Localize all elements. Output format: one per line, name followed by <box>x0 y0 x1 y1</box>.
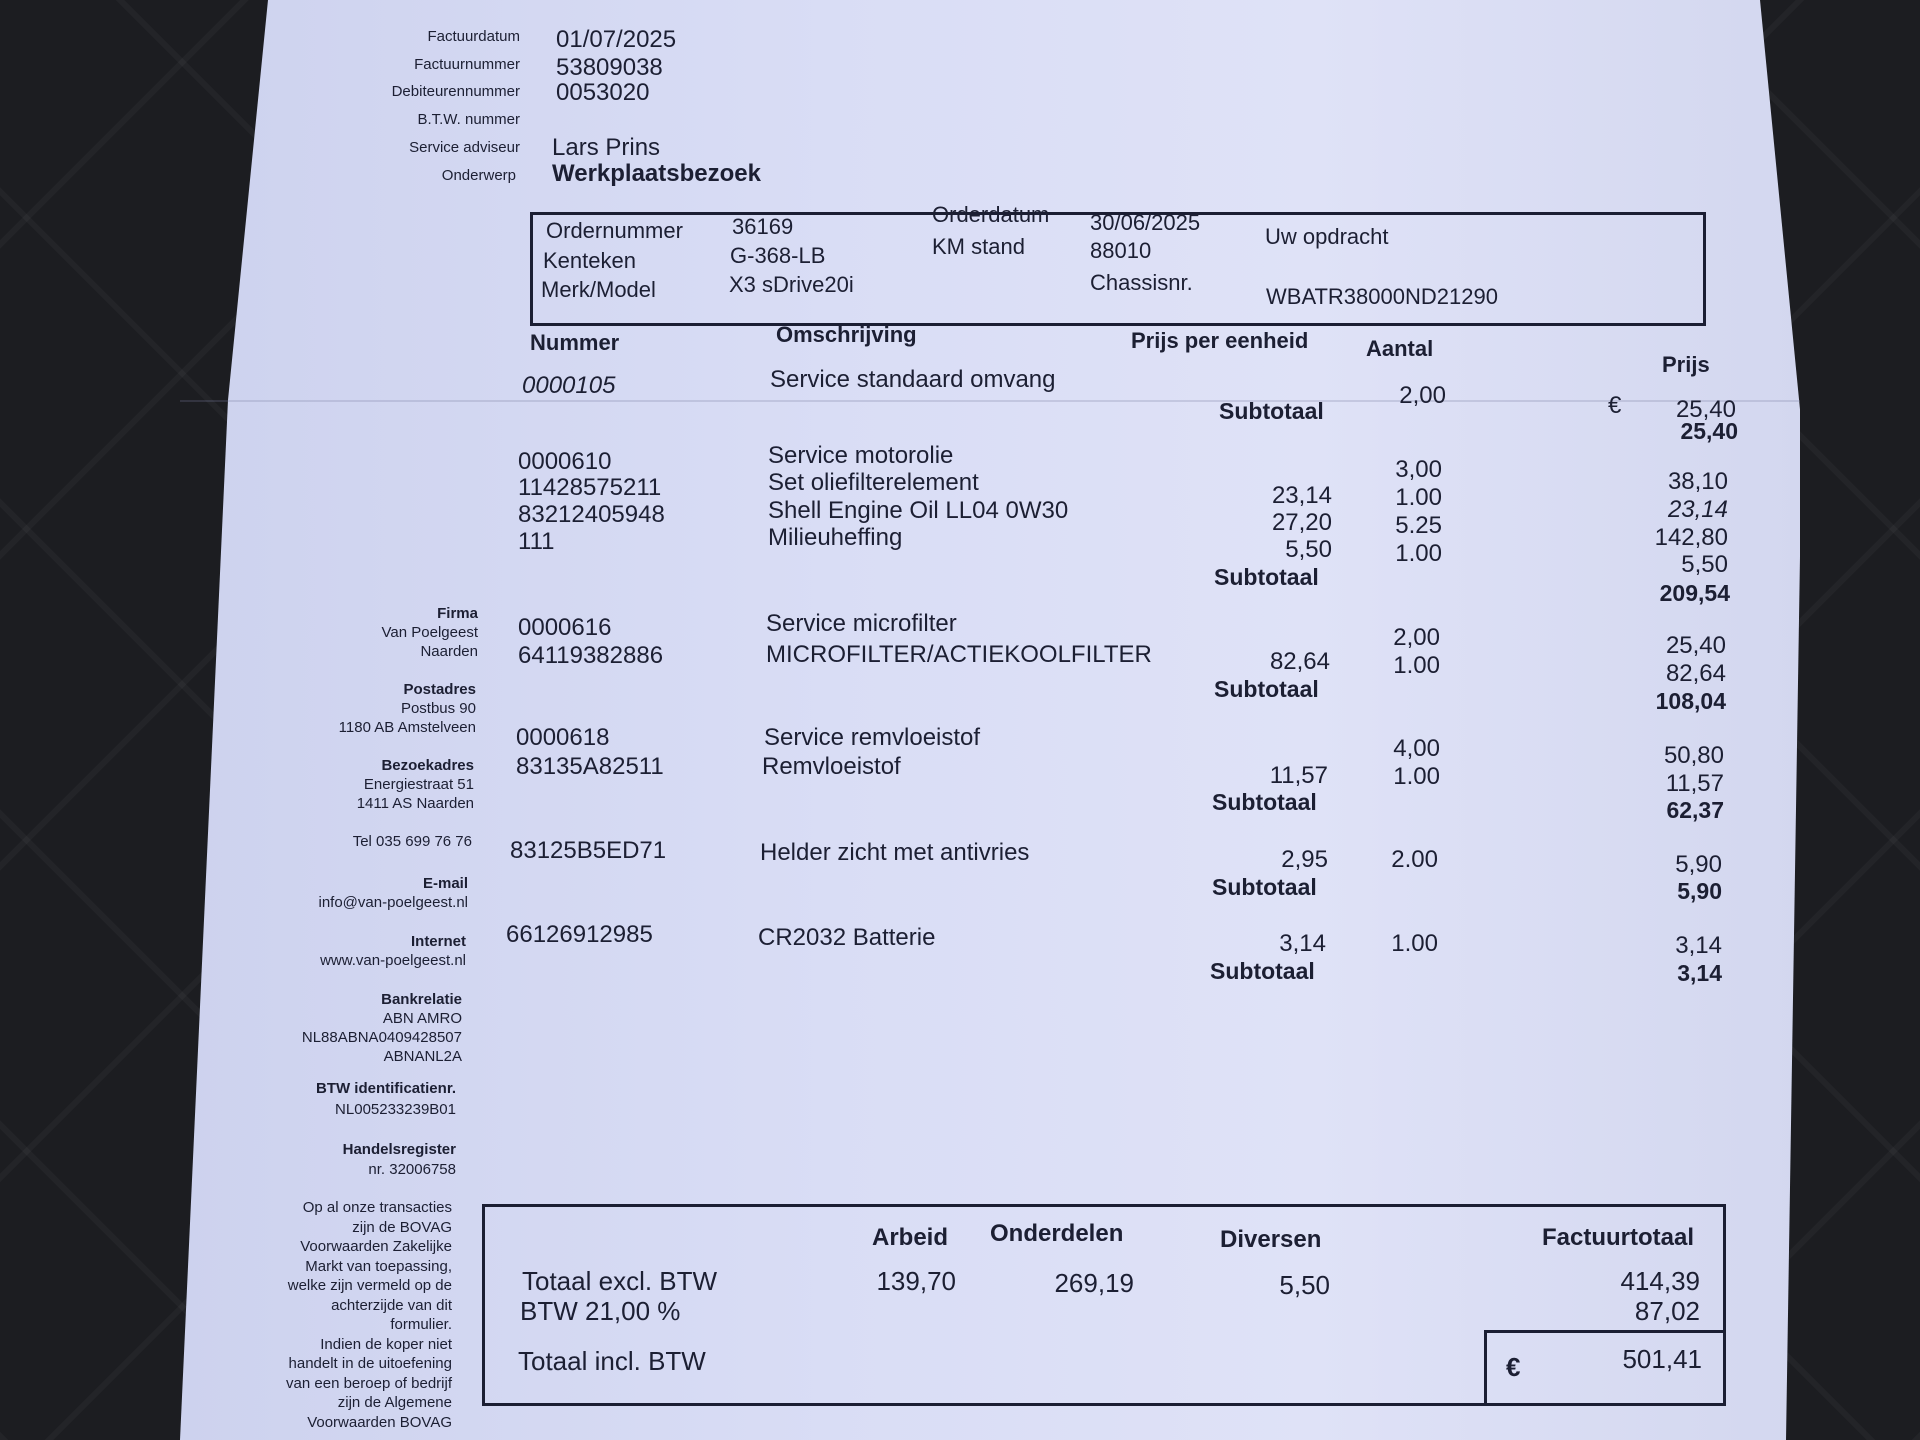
line-unit-price: 82,64 <box>1269 648 1330 675</box>
chassis-value: WBATR38000ND21290 <box>1266 284 1498 309</box>
line-quantity: 2.00 <box>1391 846 1438 873</box>
line-unit-price: 3,14 <box>1279 930 1326 957</box>
line-quantity: 1.00 <box>1395 484 1442 511</box>
subtotal-label: Subtotaal <box>1212 789 1317 815</box>
firma-label: Firma <box>437 605 478 622</box>
line-unit-price: 27,20 <box>1271 509 1332 536</box>
line-quantity: 5.25 <box>1395 512 1442 539</box>
ordernummer-label: Ordernummer <box>546 218 683 243</box>
col-prijs-per-eenheid: Prijs per eenheid <box>1131 328 1309 353</box>
line-number: 0000105 <box>522 372 616 399</box>
btw-label: BTW 21,00 % <box>520 1296 681 1326</box>
line-price: 5,90 <box>1675 851 1722 878</box>
factuurdatum-value: 01/07/2025 <box>556 26 677 53</box>
internet-label: Internet <box>410 933 466 950</box>
totaal-incl-value: 501,41 <box>1622 1344 1702 1374</box>
line-unit-price: 11,57 <box>1269 762 1328 789</box>
terms-line: handelt in de uitoefening <box>288 1355 452 1372</box>
line-number: 11428575211 <box>518 474 662 501</box>
line-description: MICROFILTER/ACTIEKOOLFILTER <box>766 641 1152 668</box>
merk-label: Merk/Model <box>541 277 656 302</box>
telephone: Tel 035 699 76 76 <box>352 833 472 850</box>
bezoekadres-label: Bezoekadres <box>381 757 474 774</box>
bank-line: ABN AMRO <box>382 1010 462 1027</box>
kenteken-label: Kenteken <box>543 248 636 273</box>
firma-line: Naarden <box>420 643 478 660</box>
line-description: Set oliefilterelement <box>768 469 979 496</box>
line-quantity: 2,00 <box>1393 624 1440 651</box>
firma-line: Van Poelgeest <box>381 624 478 641</box>
subtotal-value: 209,54 <box>1659 580 1730 606</box>
factuurnummer-value: 53809038 <box>556 54 663 81</box>
uw-opdracht-label: Uw opdracht <box>1265 224 1389 249</box>
subtotal-label: Subtotaal <box>1212 874 1317 900</box>
subtotal-label: Subtotaal <box>1214 564 1319 590</box>
line-price: 3,14 <box>1675 932 1722 959</box>
terms-text <box>190 1198 452 1432</box>
subtotal-value: 108,04 <box>1655 688 1726 714</box>
subtotal-value: 62,37 <box>1666 797 1724 823</box>
subtotal-value: 3,14 <box>1677 960 1722 986</box>
line-description: Service microfilter <box>766 610 957 637</box>
orderdatum-label: Orderdatum <box>932 202 1050 227</box>
subtotal-value: 5,90 <box>1677 878 1722 904</box>
col-prijs: Prijs <box>1662 352 1710 377</box>
line-description: Milieuheffing <box>768 524 903 551</box>
line-number: 0000618 <box>516 724 610 751</box>
terms-line: zijn de BOVAG <box>352 1218 452 1236</box>
line-price: 25,40 <box>1665 632 1726 659</box>
bezoekadres-line: Energiestraat 51 <box>363 776 474 793</box>
terms-line: formulier. <box>390 1316 452 1333</box>
factuurdatum-label: Factuurdatum <box>427 28 520 45</box>
terms-line: welke zijn vermeld op de <box>287 1277 452 1294</box>
debiteurennummer-label: Debiteurennummer <box>391 83 520 100</box>
onderwerp-label: Onderwerp <box>441 167 516 184</box>
arbeid-label: Arbeid <box>872 1224 949 1251</box>
line-quantity: 1.00 <box>1391 930 1438 957</box>
terms-line: zijn de Algemene <box>337 1394 452 1411</box>
euro-sign: € <box>1506 1352 1521 1382</box>
terms-line: Op al onze transacties <box>302 1199 452 1216</box>
line-price: 5,50 <box>1681 551 1728 578</box>
diversen-value: 5,50 <box>1279 1270 1330 1300</box>
factuurnummer-label: Factuurnummer <box>414 56 520 73</box>
line-unit-price: 5,50 <box>1285 536 1332 563</box>
line-number: 83135A82511 <box>516 753 664 780</box>
totaal-excl-value: 414,39 <box>1620 1266 1700 1296</box>
email-value: info@van-poelgeest.nl <box>318 894 468 911</box>
postadres-line: 1180 AB Amstelveen <box>338 719 476 736</box>
line-quantity: 1.00 <box>1395 540 1442 567</box>
terms-line: Markt van toepassing, <box>305 1257 452 1275</box>
line-description: Helder zicht met antivries <box>760 839 1030 866</box>
subtotal-label: Subtotaal <box>1219 398 1324 424</box>
postadres-line: Postbus 90 <box>400 700 476 717</box>
line-quantity: 4,00 <box>1393 735 1440 762</box>
factuurtotaal-label: Factuurtotaal <box>1542 1224 1695 1251</box>
terms-line: Voorwaarden Zakelijke <box>300 1238 452 1255</box>
line-description: Service remvloeistof <box>764 724 981 751</box>
bezoekadres-line: 1411 AS Naarden <box>356 795 474 812</box>
merk-value: X3 sDrive20i <box>729 272 854 297</box>
line-price: 82,64 <box>1665 660 1726 687</box>
btw-id-value: NL005233239B01 <box>335 1101 456 1118</box>
line-number: 111 <box>518 528 555 555</box>
line-number: 0000610 <box>518 448 612 475</box>
internet-value: www.van-poelgeest.nl <box>320 952 466 969</box>
line-number: 83212405948 <box>518 501 665 528</box>
col-aantal: Aantal <box>1366 336 1434 361</box>
chassis-label: Chassisnr. <box>1090 270 1193 295</box>
subtotal-label: Subtotaal <box>1210 958 1315 984</box>
bank-line: NL88ABNA0409428507 <box>301 1029 462 1046</box>
onderwerp-value: Werkplaatsbezoek <box>552 160 761 187</box>
handelsregister-label: Handelsregister <box>342 1141 456 1158</box>
handelsregister-value: nr. 32006758 <box>368 1161 456 1178</box>
subtotal-value: 25,40 <box>1680 418 1738 444</box>
ordernummer-value: 36169 <box>732 214 794 239</box>
line-number: 66126912985 <box>506 921 653 948</box>
onderdelen-value: 269,19 <box>1054 1268 1134 1298</box>
line-unit-price: 23,14 <box>1271 482 1332 509</box>
adviseur-value: Lars Prins <box>552 134 661 161</box>
btw-id-label: BTW identificatienr. <box>315 1080 456 1097</box>
line-quantity: 2,00 <box>1399 382 1446 409</box>
line-price: 142,80 <box>1654 524 1728 551</box>
terms-line: achterzijde van dit <box>331 1296 452 1314</box>
terms-line: Voorwaarden BOVAG <box>307 1413 452 1431</box>
line-price: 25,40 <box>1675 396 1736 423</box>
line-price: 38,10 <box>1667 468 1728 495</box>
line-quantity: 1.00 <box>1393 763 1440 790</box>
email-label: E-mail <box>422 875 468 892</box>
adviseur-label: Service adviseur <box>409 139 520 156</box>
orderdatum-value: 30/06/2025 <box>1090 210 1201 235</box>
line-quantity: 3,00 <box>1395 456 1442 483</box>
line-price: 11,57 <box>1665 770 1724 797</box>
km-value: 88010 <box>1090 238 1152 263</box>
line-number: 0000616 <box>518 614 612 641</box>
arbeid-value: 139,70 <box>876 1266 956 1296</box>
line-description: Service motorolie <box>768 442 954 469</box>
line-price: 23,14 <box>1667 496 1728 523</box>
line-description: CR2032 Batterie <box>758 924 936 951</box>
totaal-excl-label: Totaal excl. BTW <box>522 1266 718 1296</box>
line-description: Service standaard omvang <box>770 366 1056 393</box>
btw-nummer-label: B.T.W. nummer <box>417 111 520 128</box>
postadres-label: Postadres <box>403 681 476 698</box>
bank-line: ABNANL2A <box>383 1048 462 1065</box>
line-price: 50,80 <box>1663 742 1724 769</box>
col-omschrijving: Omschrijving <box>776 322 917 347</box>
line-number: 64119382886 <box>518 642 664 669</box>
subtotal-label: Subtotaal <box>1214 676 1319 702</box>
line-quantity: 1.00 <box>1393 652 1440 679</box>
line-description: Shell Engine Oil LL04 0W30 <box>768 497 1069 524</box>
terms-line: Indien de koper niet <box>320 1335 452 1353</box>
line-number: 83125B5ED71 <box>510 837 667 864</box>
btw-value: 87,02 <box>1634 1296 1700 1326</box>
debiteurennummer-value: 0053020 <box>556 79 650 106</box>
km-label: KM stand <box>932 234 1025 259</box>
onderdelen-label: Onderdelen <box>990 1220 1124 1247</box>
line-description: Remvloeistof <box>762 753 901 780</box>
col-nummer: Nummer <box>530 330 620 355</box>
diversen-label: Diversen <box>1220 1226 1322 1253</box>
kenteken-value: G-368-LB <box>730 243 826 268</box>
totaal-incl-label: Totaal incl. BTW <box>518 1346 706 1376</box>
bankrelatie-label: Bankrelatie <box>381 991 462 1008</box>
terms-line: van een beroep of bedrijf <box>286 1374 452 1392</box>
paper-fold-line <box>180 400 1800 402</box>
euro-sign: € <box>1608 392 1622 419</box>
line-unit-price: 2,95 <box>1281 846 1328 873</box>
